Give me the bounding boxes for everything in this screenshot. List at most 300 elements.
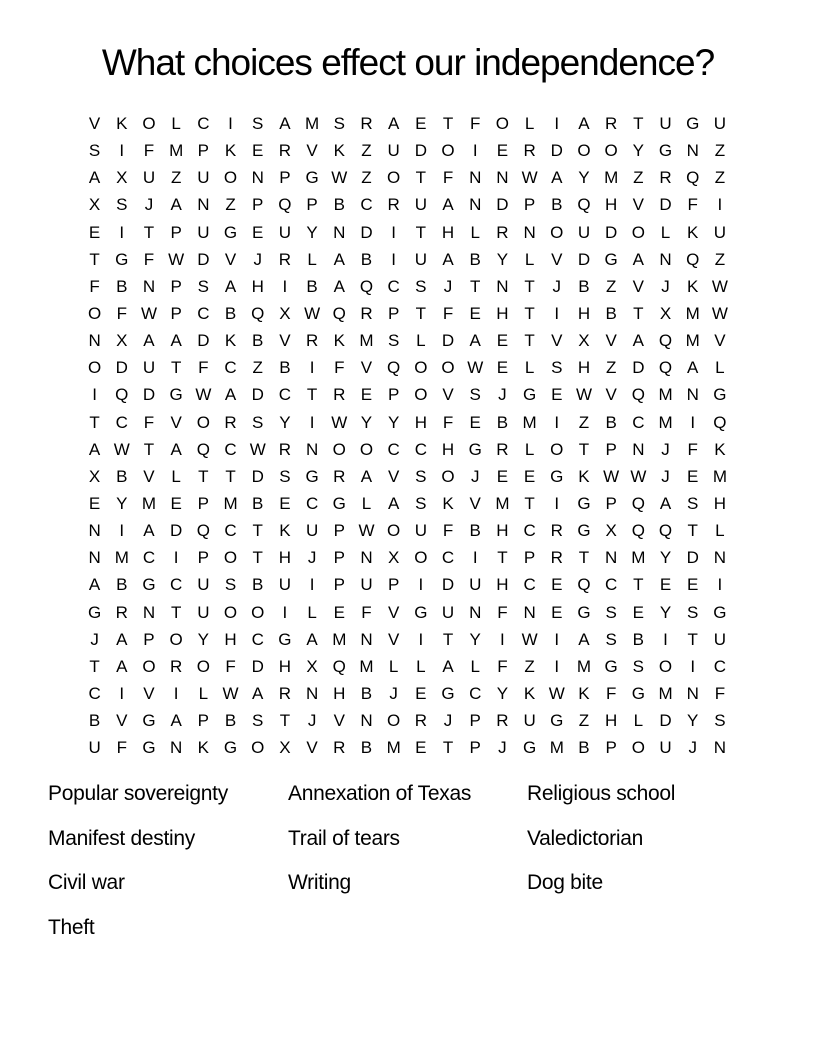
grid-letter: V <box>551 249 563 269</box>
grid-letter: O <box>550 439 564 459</box>
grid-letter: L <box>198 684 209 704</box>
grid-letter: E <box>88 494 101 514</box>
grid-letter: A <box>551 168 563 188</box>
grid-letter: C <box>469 684 482 704</box>
grid-letter: S <box>415 466 427 486</box>
grid-letter: P <box>605 439 617 459</box>
grid-letter: V <box>116 711 128 731</box>
grid-letter: R <box>278 249 292 269</box>
grid-letter: B <box>551 195 563 215</box>
grid-letter: H <box>577 358 591 378</box>
grid-letter: Q <box>196 439 210 459</box>
grid-letter: J <box>661 276 670 296</box>
grid-letter: A <box>170 195 182 215</box>
grid-letter: M <box>631 548 646 568</box>
grid-letter: Y <box>197 629 210 649</box>
word-list-column <box>288 772 527 950</box>
grid-letter: O <box>577 141 591 161</box>
grid-letter: K <box>714 439 726 459</box>
grid-letter: F <box>361 602 372 622</box>
grid-letter: U <box>713 114 727 134</box>
grid-letter: C <box>224 358 237 378</box>
grid-letter: I <box>173 548 179 568</box>
grid-letter: G <box>550 466 564 486</box>
word-list-item: Religious school <box>527 782 676 806</box>
grid-letter: S <box>469 385 481 405</box>
grid-letter: D <box>170 521 183 541</box>
grid-letter: O <box>332 439 346 459</box>
grid-letter: C <box>224 439 237 459</box>
grid-letter: J <box>470 466 480 486</box>
grid-letter: N <box>713 548 727 568</box>
grid-letter: J <box>144 195 154 215</box>
grid-letter: V <box>632 195 645 215</box>
grid-letter: S <box>415 494 427 514</box>
grid-letter: G <box>577 494 591 514</box>
grid-letter: I <box>554 656 560 676</box>
grid-letter: V <box>306 141 318 161</box>
grid-letter: A <box>632 249 645 269</box>
grid-letter: F <box>143 141 155 161</box>
grid-letter: T <box>578 548 590 568</box>
grid-letter: I <box>472 548 478 568</box>
grid-letter: H <box>224 629 237 649</box>
grid-letter: G <box>223 222 238 242</box>
grid-letter: X <box>88 195 101 215</box>
grid-letter: C <box>115 412 128 432</box>
grid-letter: A <box>88 575 101 595</box>
grid-letter: O <box>387 521 401 541</box>
word-list <box>48 772 776 950</box>
grid-letter: Q <box>658 331 673 351</box>
grid-letter: I <box>282 276 288 296</box>
grid-letter: T <box>524 494 535 514</box>
grid-letter: B <box>252 331 264 351</box>
grid-letter: N <box>142 602 156 622</box>
grid-letter: E <box>360 385 373 405</box>
grid-letter: S <box>605 629 617 649</box>
grid-letter: C <box>278 385 292 405</box>
grid-letter: T <box>633 114 644 134</box>
grid-letter: K <box>224 141 237 161</box>
grid-letter: A <box>442 195 454 215</box>
grid-letter: U <box>414 195 427 215</box>
grid-letter: E <box>170 494 182 514</box>
grid-letter: T <box>633 575 644 595</box>
grid-letter: R <box>278 684 292 704</box>
grid-letter: X <box>116 331 128 351</box>
grid-letter: G <box>468 439 482 459</box>
grid-letter: U <box>278 575 292 595</box>
grid-letter: R <box>523 141 536 161</box>
grid-letter: O <box>414 385 428 405</box>
grid-letter: V <box>170 412 182 432</box>
grid-letter: L <box>633 711 644 731</box>
word-list-item: Valedictorian <box>527 826 643 850</box>
grid-letter: T <box>470 276 481 296</box>
grid-letter: I <box>309 412 315 432</box>
grid-letter: M <box>386 738 401 758</box>
grid-letter: G <box>87 602 102 622</box>
grid-letter: V <box>387 466 400 486</box>
grid-letter: R <box>115 602 128 622</box>
grid-letter: W <box>575 385 592 405</box>
grid-letter: N <box>496 168 509 188</box>
grid-letter: E <box>415 738 427 758</box>
grid-letter: D <box>251 385 264 405</box>
grid-letter: D <box>659 195 672 215</box>
grid-letter: I <box>119 141 125 161</box>
grid-letter: L <box>715 521 725 541</box>
grid-letter: J <box>661 439 670 459</box>
grid-letter: G <box>305 168 319 188</box>
grid-letter: V <box>143 466 155 486</box>
grid-letter: U <box>414 249 427 269</box>
grid-letter: V <box>143 684 155 704</box>
grid-letter: X <box>306 656 318 676</box>
grid-letter: Q <box>359 276 374 296</box>
grid-letter: N <box>142 276 156 296</box>
grid-letter: A <box>442 656 454 676</box>
grid-letter: T <box>578 439 590 459</box>
grid-letter: U <box>197 168 210 188</box>
grid-letter: M <box>522 412 537 432</box>
grid-letter: J <box>661 466 670 486</box>
grid-letter: T <box>524 276 535 296</box>
grid-letter: W <box>630 466 647 486</box>
grid-letter: M <box>576 656 592 676</box>
grid-letter: Y <box>578 168 590 188</box>
grid-letter: T <box>225 466 236 486</box>
grid-letter: O <box>196 412 210 432</box>
grid-letter: F <box>687 439 698 459</box>
grid-letter: N <box>469 195 482 215</box>
grid-letter: U <box>197 602 210 622</box>
grid-letter: R <box>360 304 373 324</box>
grid-letter: G <box>604 656 618 676</box>
grid-letter: B <box>279 358 291 378</box>
grid-letter: A <box>224 385 237 405</box>
grid-letter: Y <box>360 412 373 432</box>
grid-letter: H <box>251 276 264 296</box>
grid-letter: Z <box>633 168 644 188</box>
grid-letter: O <box>414 358 428 378</box>
grid-letter: Q <box>332 656 346 676</box>
grid-letter: A <box>387 114 400 134</box>
grid-letter: V <box>387 602 400 622</box>
word-list-item: Writing <box>288 871 351 895</box>
grid-letter: C <box>88 684 101 704</box>
grid-letter: O <box>441 466 455 486</box>
grid-letter: N <box>197 195 210 215</box>
grid-letter: D <box>360 222 373 242</box>
grid-letter: C <box>197 114 210 134</box>
grid-letter: G <box>332 494 346 514</box>
grid-letter: F <box>116 738 127 758</box>
grid-letter: V <box>360 358 373 378</box>
grid-letter: T <box>89 249 100 269</box>
grid-letter: Q <box>577 575 591 595</box>
grid-letter: C <box>197 304 210 324</box>
grid-letter: P <box>197 711 210 731</box>
grid-letter: P <box>170 304 182 324</box>
grid-letter: S <box>632 656 645 676</box>
grid-letter: E <box>523 466 536 486</box>
grid-letter: L <box>524 358 535 378</box>
word-list-item: Popular sovereignty <box>48 782 228 806</box>
grid-letter: A <box>442 249 454 269</box>
grid-letter: G <box>142 575 156 595</box>
word-list-item: Dog bite <box>527 871 603 895</box>
grid-letter: M <box>141 494 157 514</box>
grid-letter: E <box>252 222 264 242</box>
grid-letter: E <box>469 412 481 432</box>
grid-letter: I <box>663 629 668 649</box>
word-list-column <box>48 772 288 950</box>
grid-letter: R <box>550 521 563 541</box>
grid-letter: C <box>441 548 455 568</box>
grid-letter: C <box>387 439 400 459</box>
grid-letter: C <box>360 195 373 215</box>
grid-letter: H <box>278 656 292 676</box>
grid-letter: T <box>170 602 182 622</box>
grid-letter: D <box>659 711 672 731</box>
grid-letter: A <box>224 276 237 296</box>
grid-letter: L <box>715 358 725 378</box>
grid-letter: P <box>333 521 345 541</box>
grid-letter: P <box>387 304 400 324</box>
grid-letter: I <box>173 684 179 704</box>
grid-letter: E <box>496 358 509 378</box>
grid-letter: D <box>496 195 509 215</box>
grid-letter: J <box>498 738 507 758</box>
grid-letter: U <box>659 738 672 758</box>
grid-letter: X <box>605 521 617 541</box>
grid-letter: T <box>415 222 427 242</box>
grid-letter: A <box>116 629 128 649</box>
grid-letter: H <box>605 711 618 731</box>
grid-letter: I <box>119 222 125 242</box>
grid-letter: D <box>686 548 699 568</box>
grid-letter: J <box>307 548 317 568</box>
grid-letter: C <box>523 521 536 541</box>
grid-letter: C <box>251 629 264 649</box>
grid-letter: R <box>305 331 319 351</box>
grid-letter: P <box>197 141 210 161</box>
grid-letter: F <box>143 249 155 269</box>
grid-letter: I <box>554 629 560 649</box>
grid-letter: M <box>114 548 129 568</box>
grid-letter: T <box>415 304 427 324</box>
grid-letter: A <box>279 114 291 134</box>
grid-letter: K <box>116 114 128 134</box>
grid-letter: S <box>551 358 563 378</box>
grid-letter: O <box>387 711 401 731</box>
grid-letter: N <box>88 331 101 351</box>
grid-letter: F <box>605 684 617 704</box>
grid-letter: J <box>90 629 99 649</box>
grid-letter: L <box>470 656 480 676</box>
grid-letter: R <box>170 656 183 676</box>
grid-letter: N <box>496 276 509 296</box>
grid-letter: S <box>387 331 400 351</box>
grid-letter: S <box>88 141 101 161</box>
grid-letter: G <box>713 602 727 622</box>
grid-letter: N <box>523 602 536 622</box>
grid-letter: I <box>690 656 696 676</box>
page-title: What choices effect our independence? <box>101 42 715 83</box>
grid-letter: D <box>414 141 427 161</box>
grid-letter: V <box>306 738 318 758</box>
grid-letter: Z <box>524 656 535 676</box>
grid-letter: H <box>713 494 727 514</box>
grid-letter: P <box>306 195 318 215</box>
grid-letter: V <box>88 114 101 134</box>
grid-letter: G <box>142 738 156 758</box>
grid-letter: M <box>712 466 727 486</box>
grid-letter: N <box>686 684 699 704</box>
grid-letter: T <box>687 521 698 541</box>
grid-letter: G <box>414 602 428 622</box>
grid-letter: G <box>522 385 537 405</box>
grid-letter: J <box>498 385 507 405</box>
grid-letter: B <box>116 276 128 296</box>
grid-letter: N <box>523 222 536 242</box>
grid-letter: P <box>523 548 536 568</box>
grid-letter: G <box>115 249 129 269</box>
grid-letter: B <box>252 494 264 514</box>
grid-letter: E <box>687 466 699 486</box>
grid-letter: N <box>686 141 699 161</box>
grid-letter: F <box>143 412 155 432</box>
grid-letter: E <box>333 602 345 622</box>
grid-letter: I <box>309 575 315 595</box>
grid-letter: C <box>305 494 319 514</box>
grid-letter: L <box>307 602 317 622</box>
grid-letter: G <box>142 711 156 731</box>
grid-letter: N <box>305 684 319 704</box>
grid-letter: C <box>142 548 156 568</box>
grid-letter: L <box>171 114 181 134</box>
grid-letter: C <box>224 521 237 541</box>
grid-letter: Z <box>252 358 263 378</box>
grid-letter: F <box>497 602 508 622</box>
grid-letter: Z <box>578 711 590 731</box>
grid-letter: N <box>659 249 672 269</box>
grid-letter: O <box>142 114 156 134</box>
grid-letter: K <box>687 222 699 242</box>
grid-letter: S <box>333 114 345 134</box>
grid-letter: T <box>306 385 318 405</box>
grid-letter: W <box>603 466 620 486</box>
grid-letter: V <box>551 331 563 351</box>
grid-letter: A <box>333 276 345 296</box>
grid-letter: P <box>469 738 481 758</box>
grid-letter: A <box>632 331 645 351</box>
grid-letter: O <box>251 738 265 758</box>
grid-letter: U <box>197 222 210 242</box>
grid-letter: H <box>333 684 346 704</box>
grid-letter: E <box>632 602 645 622</box>
grid-letter: Z <box>361 168 372 188</box>
grid-letter: A <box>578 629 590 649</box>
grid-letter: O <box>196 656 210 676</box>
grid-letter: I <box>500 629 505 649</box>
grid-letter: U <box>469 575 482 595</box>
grid-letter: E <box>415 684 427 704</box>
grid-letter: L <box>470 222 480 242</box>
grid-letter: A <box>360 466 373 486</box>
grid-letter: H <box>441 439 455 459</box>
grid-letter: G <box>631 684 645 704</box>
grid-letter: F <box>687 195 698 215</box>
grid-letter: G <box>169 385 183 405</box>
grid-letter: K <box>687 276 699 296</box>
grid-letter: U <box>142 358 156 378</box>
grid-letter: X <box>659 304 672 324</box>
grid-letter: B <box>360 249 373 269</box>
grid-letter: Y <box>496 249 509 269</box>
grid-letter: M <box>359 331 374 351</box>
grid-letter: H <box>414 412 427 432</box>
grid-letter: W <box>331 412 348 432</box>
grid-letter: O <box>631 738 645 758</box>
grid-letter: B <box>252 575 264 595</box>
grid-letter: O <box>441 141 455 161</box>
grid-letter: O <box>550 222 564 242</box>
grid-letter: W <box>304 304 321 324</box>
grid-letter: B <box>88 711 101 731</box>
grid-letter: U <box>88 738 101 758</box>
grid-letter: C <box>632 412 645 432</box>
grid-letter: O <box>223 168 238 188</box>
grid-letter: J <box>552 276 562 296</box>
grid-letter: W <box>168 249 185 269</box>
grid-letter: Y <box>632 141 645 161</box>
grid-letter: N <box>305 439 319 459</box>
grid-letter: M <box>685 304 700 324</box>
grid-letter: J <box>688 738 697 758</box>
word-list-item: Annexation of Texas <box>288 782 472 806</box>
grid-letter: S <box>687 494 699 514</box>
grid-letter: S <box>605 602 617 622</box>
grid-letter: E <box>551 602 563 622</box>
grid-letter: G <box>550 711 564 731</box>
grid-letter: T <box>89 656 100 676</box>
grid-letter: K <box>578 466 590 486</box>
grid-letter: O <box>441 358 455 378</box>
grid-letter: U <box>360 575 373 595</box>
grid-letter: G <box>522 738 537 758</box>
grid-letter: E <box>496 466 509 486</box>
grid-letter: A <box>143 331 155 351</box>
grid-letter: Y <box>469 629 481 649</box>
grid-letter: N <box>88 521 101 541</box>
grid-letter: E <box>415 114 427 134</box>
grid-letter: A <box>88 439 101 459</box>
grid-letter: W <box>222 684 239 704</box>
grid-letter: Q <box>577 195 591 215</box>
grid-letter: W <box>711 304 728 324</box>
grid-letter: J <box>307 711 317 731</box>
grid-letter: V <box>632 276 645 296</box>
grid-letter: Q <box>387 358 401 378</box>
grid-letter: Z <box>714 168 726 188</box>
grid-letter: C <box>605 575 618 595</box>
grid-letter: A <box>88 168 101 188</box>
grid-letter: B <box>224 304 237 324</box>
grid-letter: U <box>577 222 591 242</box>
